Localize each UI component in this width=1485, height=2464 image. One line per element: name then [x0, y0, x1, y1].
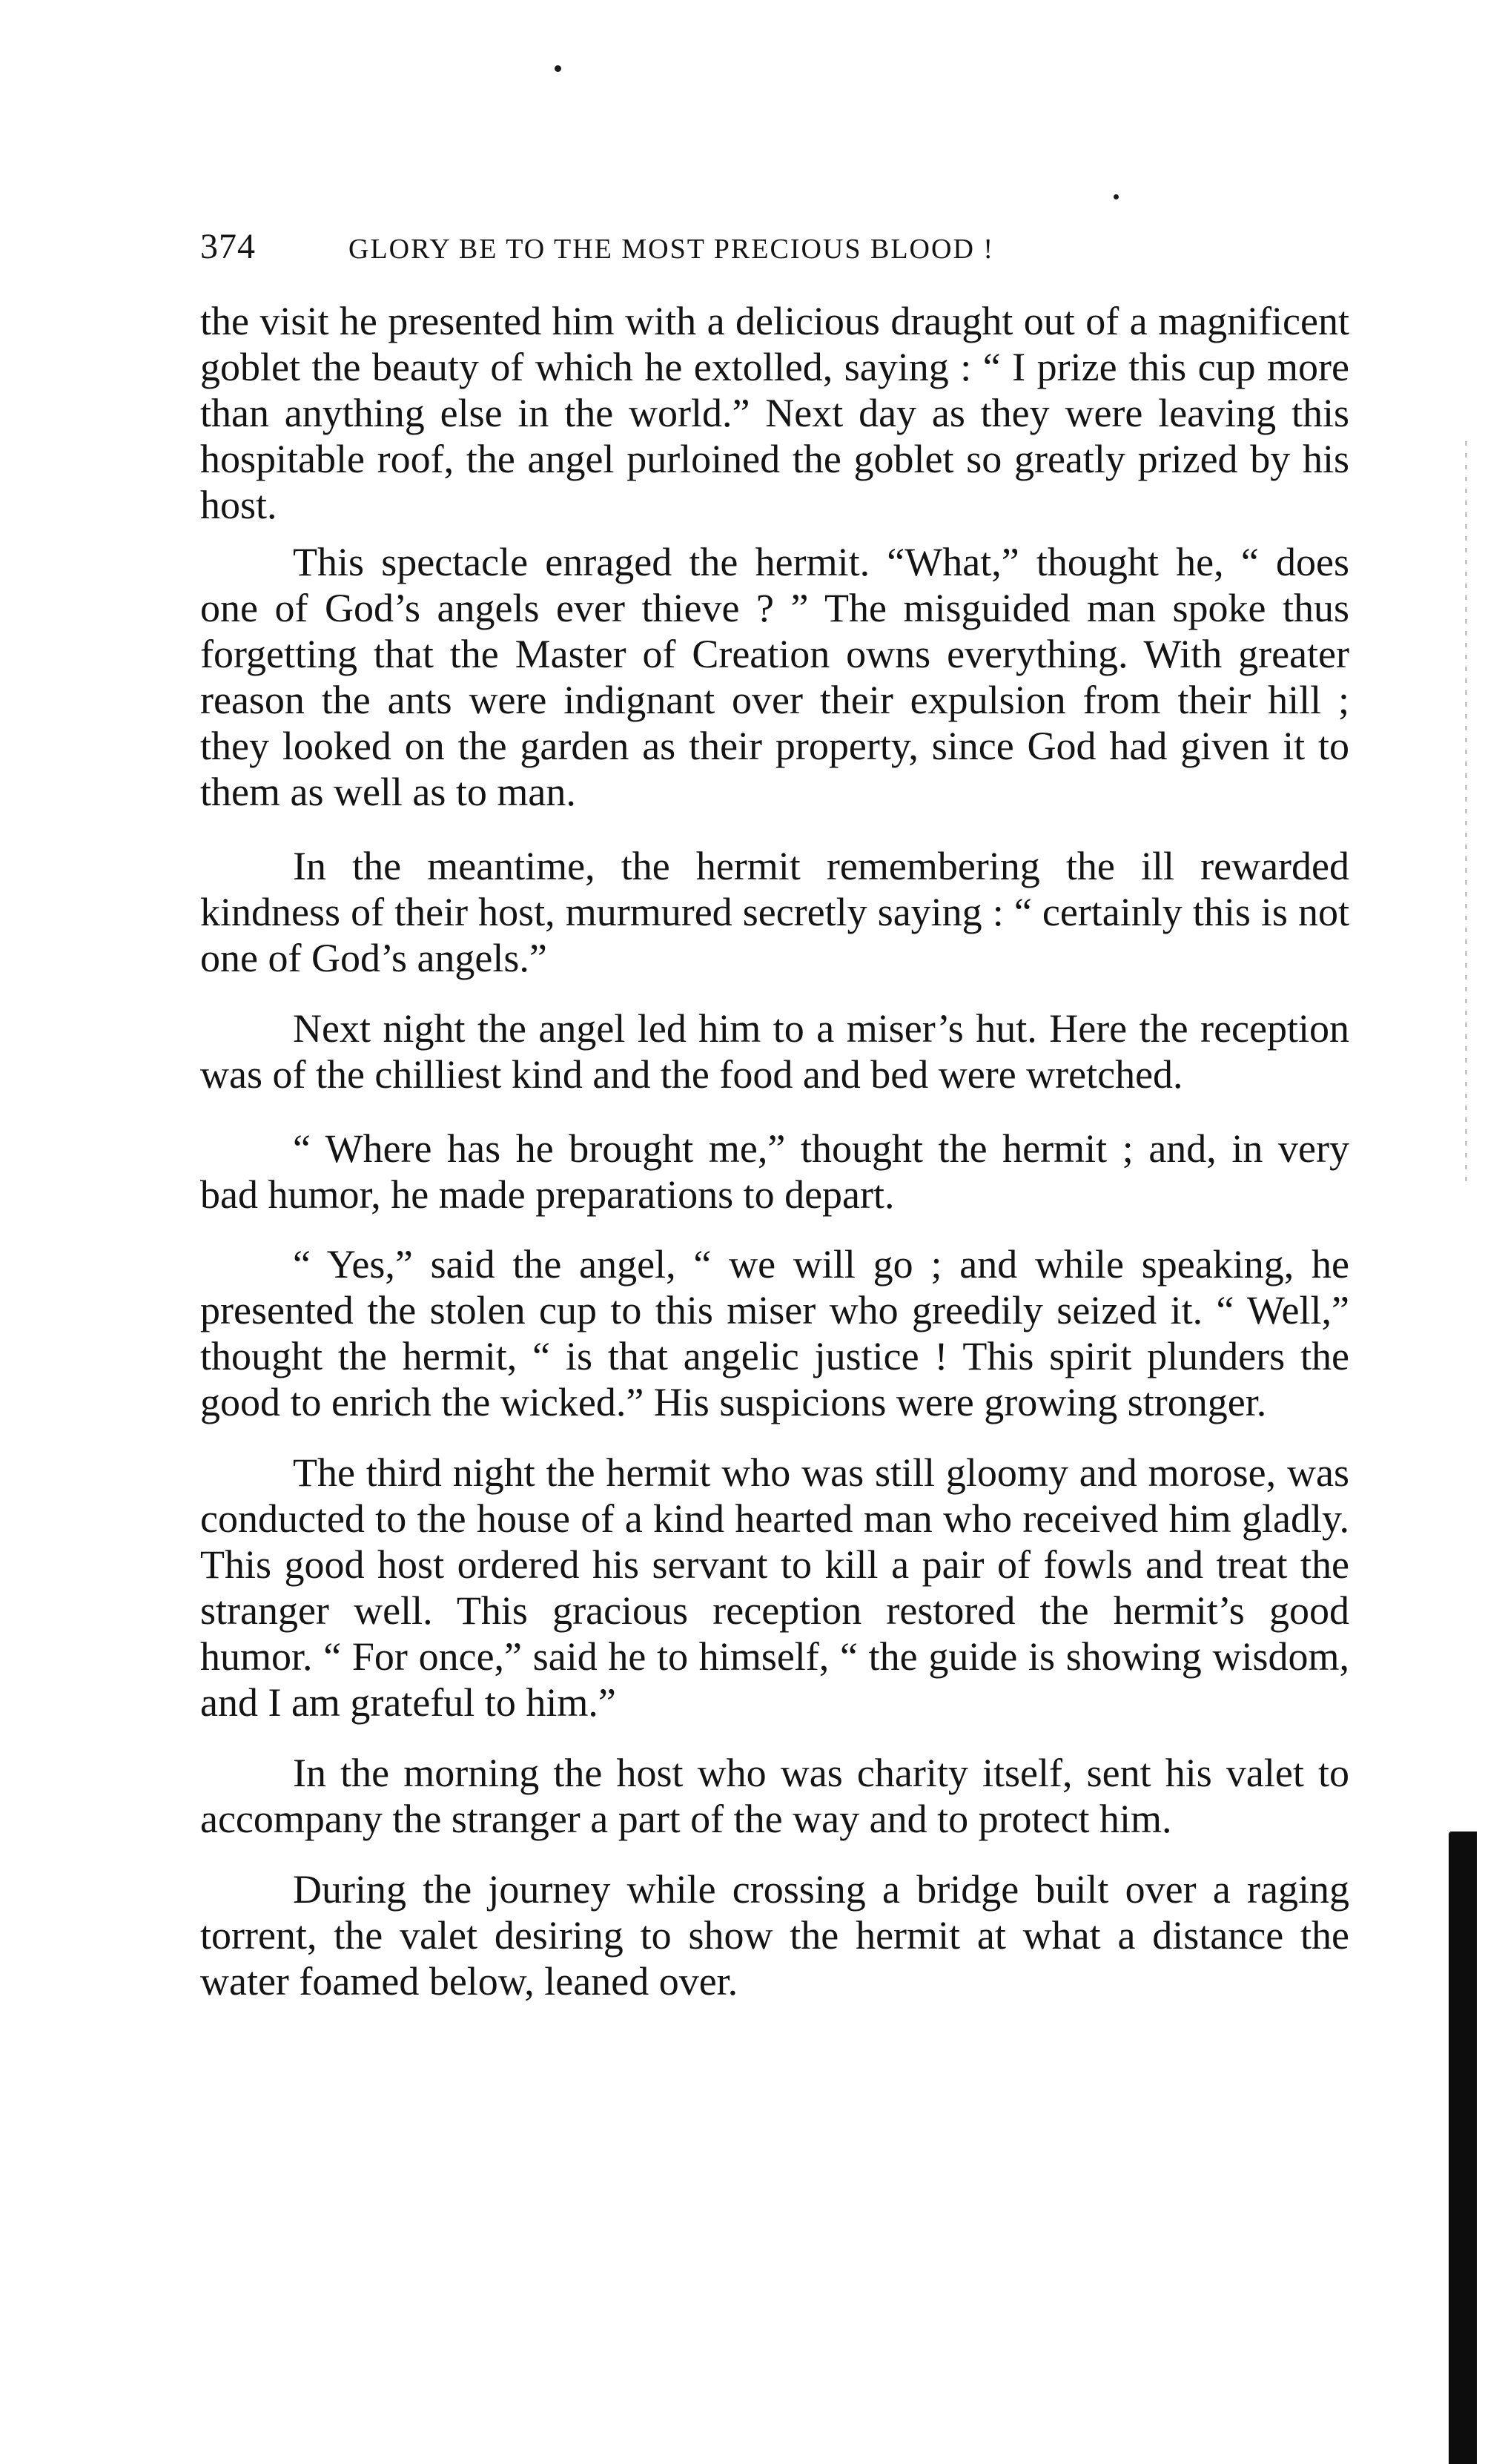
paragraph: This spectacle enraged the hermit. “What,” thought he, “ does one of God’s angels ever thieve ? ” The misguided man spoke thus forgetting that the Master of Creation owns everything. With greater reason the ants were indignant over their expulsion from their hill ; they looked on the garden as their property, since God had given it to them as well as to man. — [200, 540, 1349, 814]
paragraph: the visit he presented him with a delicious draught out of a magnificent goblet the beauty of which he extolled, saying : “ I prize this cup more than anything else in the world.” Next day as they were leaving this hospitable roof, the angel purloined the goblet so greatly prized by his host. — [200, 299, 1349, 527]
paragraph: “ Yes,” said the angel, “ we will go ; and while speaking, he presented the stolen cup to this miser who greedily seized it. “ Well,” thought the hermit, “ is that angelic justice ! This spirit plunders the good to enrich the wicked.” His suspicions were growing stronger. — [200, 1242, 1349, 1424]
ink-speck — [1114, 194, 1119, 199]
ink-speck — [555, 65, 561, 72]
page-edge-bar — [1449, 1832, 1477, 2464]
page-edge-shadow — [1465, 441, 1467, 1183]
page-number: 374 — [200, 227, 256, 266]
running-head — [200, 226, 1201, 271]
paragraph: The third night the hermit who was still gloomy and morose, was conducted to the house of a kind hearted man who received him gladly. This good host ordered his servant to kill a pair of fowls and treat the stranger well. This gracious reception restored the hermit’s good humor. “ For once,” said he to himself, “ the guide is showing wisdom, and I am grateful to him.” — [200, 1450, 1349, 1725]
paragraph: In the meantime, the hermit remembering the ill rewarded kindness of their host, murmured secretly saying : “ certainly this is not one of God’s angels.” — [200, 844, 1349, 980]
paragraph: During the journey while crossing a bridge built over a raging torrent, the valet desiring to show the hermit at what a distance the water foamed below, leaned over. — [200, 1867, 1349, 2004]
body-text — [200, 298, 1349, 2029]
paragraph: In the morning the host who was charity itself, sent his valet to accompany the stranger a part of the way and to protect him. — [200, 1751, 1349, 1841]
paragraph: “ Where has he brought me,” thought the hermit ; and, in very bad humor, he made preparations to depart. — [200, 1126, 1349, 1217]
running-head-title: GLORY BE TO THE MOST PRECIOUS BLOOD ! — [348, 234, 995, 265]
paragraph: Next night the angel led him to a miser’s hut. Here the reception was of the chilliest kind and the food and bed were wretched. — [200, 1006, 1349, 1097]
